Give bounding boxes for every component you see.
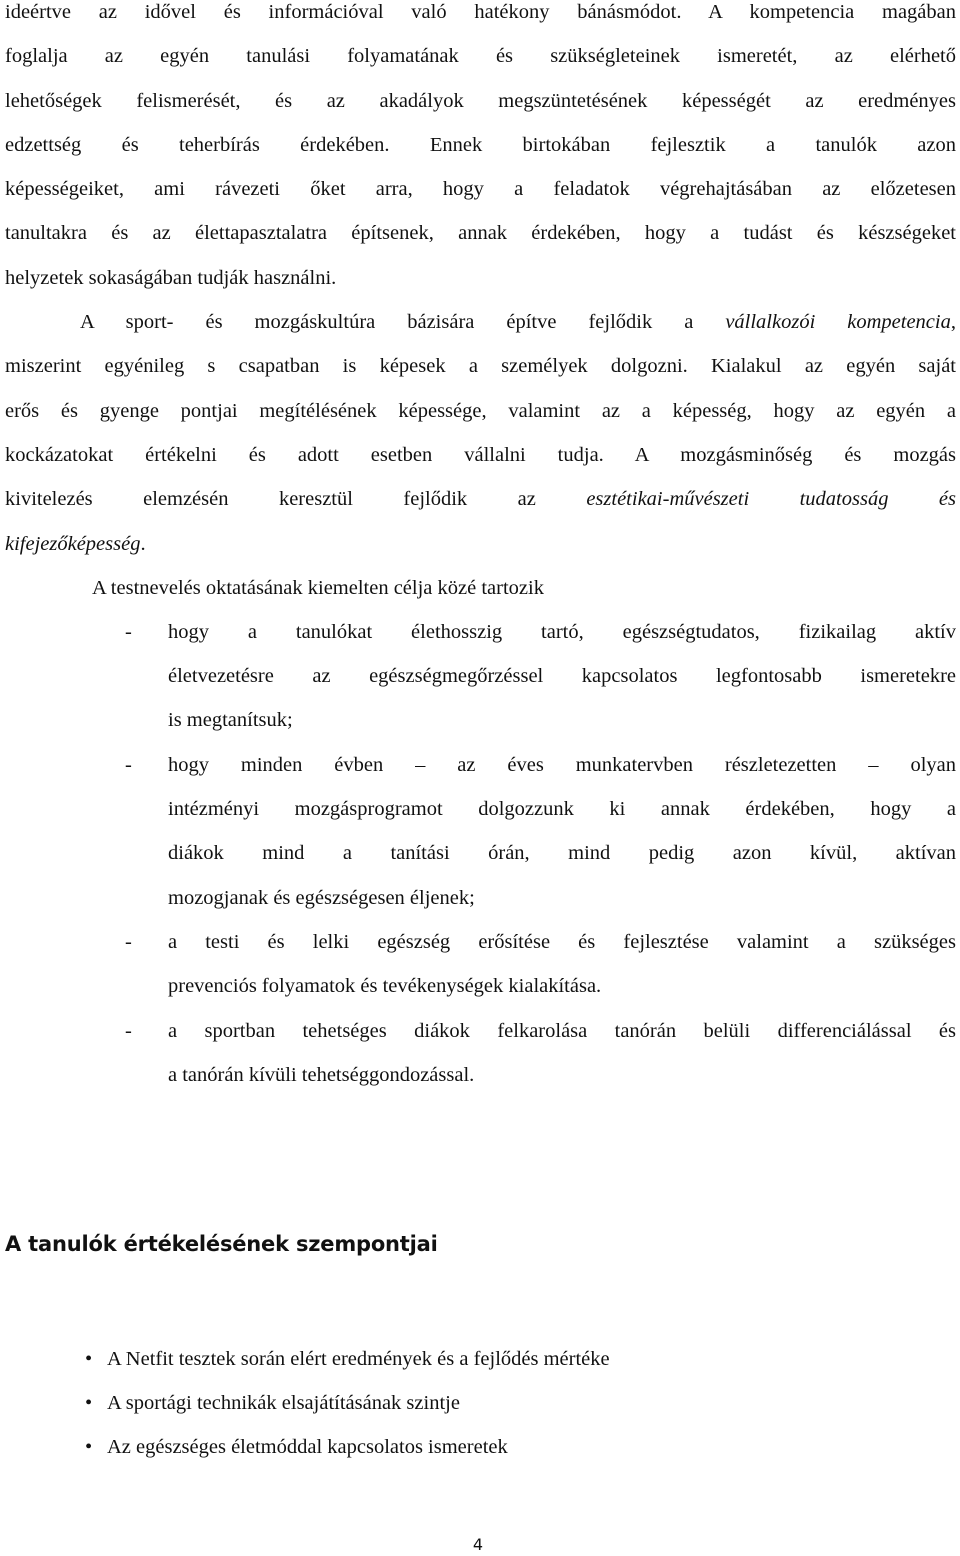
list-item-line: a sportban tehetséges diákok felkarolása tanórán belüli differenciálással és bbox=[168, 1019, 956, 1042]
dash-marker: - bbox=[125, 930, 132, 953]
list-item-line: a testi és lelki egészség erősítése és fejlesztése valamint a szükséges bbox=[168, 930, 956, 953]
paragraph-line: tanultakra és az élettapasztalatra építsenek, annak érdekében, hogy a tudást és készségeket bbox=[5, 222, 956, 245]
paragraph-line bbox=[5, 522, 956, 566]
list-item bbox=[5, 1009, 956, 1098]
list-item-line: is megtanítsuk; bbox=[168, 709, 293, 732]
list-item bbox=[5, 610, 956, 743]
list-item-text: Az egészséges életmóddal kapcsolatos ismeretek bbox=[107, 1436, 508, 1458]
list-item-line: a tanórán kívüli tehetséggondozással. bbox=[168, 1063, 475, 1086]
list-item-line: diákok mind a tanítási órán, mind pedig azon kívül, aktívan bbox=[168, 842, 956, 865]
list-item-line: mozogjanak és egészségesen éljenek; bbox=[168, 886, 475, 909]
paragraph-line: ideértve az idővel és információval való hatékony bánásmódot. A kompetencia magában bbox=[5, 1, 956, 23]
dash-marker: - bbox=[125, 753, 132, 776]
text-run: A sport- és mozgáskultúra bázisára építve fejlődik a bbox=[80, 311, 726, 334]
list-intro: A testnevelés oktatásának kiemelten célja közé tartozik bbox=[92, 576, 544, 599]
emphasis-text: esztétikai-művészeti tudatosság és bbox=[586, 488, 956, 511]
paragraph-line bbox=[5, 477, 956, 521]
list-item-line: prevenciós folyamatok és tevékenységek kialakítása. bbox=[168, 975, 602, 998]
text-run: , bbox=[950, 311, 956, 334]
document-page bbox=[5, 0, 956, 1097]
list-item-text: A Netfit tesztek során elért eredmények és a fejlődés mértéke bbox=[107, 1348, 610, 1370]
goals-list bbox=[5, 610, 956, 1097]
list-item bbox=[80, 1381, 610, 1425]
paragraph-line: edzettség és teherbírás érdekében. Ennek birtokában fejlesztik a tanulók azon bbox=[5, 133, 956, 156]
emphasis-text: vállalkozói kompetencia bbox=[725, 311, 951, 334]
list-item-text: A sportági technikák elsajátításának szintje bbox=[107, 1392, 460, 1414]
paragraph-line: erős és gyenge pontjai megítélésének képessége, valamint az a képesség, hogy az egyén a bbox=[5, 399, 956, 422]
paragraph-line: lehetőségek felismerését, és az akadályok megszüntetésének képességét az eredményes bbox=[5, 89, 956, 112]
dash-marker: - bbox=[125, 1019, 132, 1042]
assessment-criteria-list bbox=[80, 1337, 610, 1469]
dash-marker: - bbox=[125, 620, 132, 643]
list-item bbox=[80, 1337, 610, 1381]
bullet-icon: • bbox=[85, 1436, 93, 1458]
bullet-icon: • bbox=[85, 1348, 93, 1370]
list-item-line: hogy minden évben – az éves munkatervben részletezetten – olyan bbox=[168, 753, 956, 776]
list-item bbox=[5, 920, 956, 1009]
paragraph-competence bbox=[5, 0, 956, 300]
paragraph-line: miszerint egyénileg s csapatban is képesek a személyek dolgozni. Kialakul az egyén saját bbox=[5, 355, 956, 378]
list-item-line: hogy a tanulókat élethosszig tartó, egészségtudatos, fizikailag aktív bbox=[168, 620, 956, 643]
page-number: 4 bbox=[472, 1535, 484, 1554]
paragraph-line: képességeiket, ami rávezeti őket arra, hogy a feladatok végrehajtásában az előzetesen bbox=[5, 178, 956, 201]
bullet-icon: • bbox=[85, 1392, 93, 1414]
list-item bbox=[80, 1425, 610, 1469]
section-heading: A tanulók értékelésének szempontjai bbox=[5, 1232, 438, 1256]
paragraph-line: foglalja az egyén tanulási folyamatának és szükségleteinek ismeretét, az elérhető bbox=[5, 45, 956, 68]
paragraph-line bbox=[5, 300, 956, 344]
list-item-line: intézményi mozgásprogramot dolgozzunk ki annak érdekében, hogy a bbox=[168, 798, 956, 821]
list-item-line: életvezetésre az egészségmegőrzéssel kapcsolatos legfontosabb ismeretekre bbox=[168, 665, 956, 688]
paragraph-line: kockázatokat értékelni és adott esetben vállalni tudja. A mozgásminőség és mozgás bbox=[5, 443, 956, 466]
paragraph-sport-culture bbox=[5, 300, 956, 566]
text-run: kivitelezés elemzésén keresztül fejlődik az bbox=[5, 488, 587, 511]
emphasis-text: kifejezőképesség bbox=[5, 532, 141, 555]
paragraph-line: helyzetek sokaságában tudják használni. bbox=[5, 266, 337, 289]
text-run: . bbox=[140, 532, 146, 555]
list-item bbox=[5, 743, 956, 920]
